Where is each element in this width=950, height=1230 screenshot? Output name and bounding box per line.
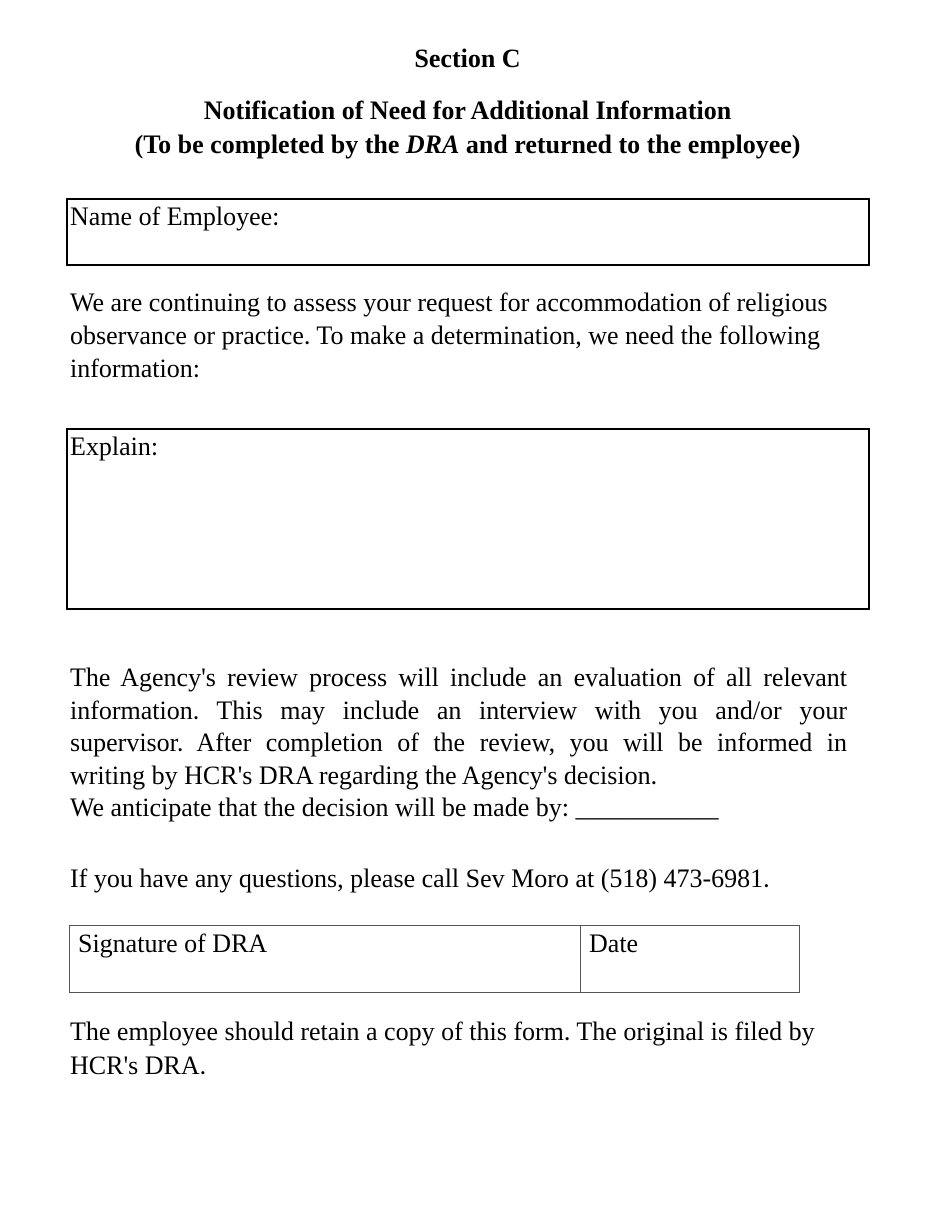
form-title bbox=[0, 94, 935, 162]
intro-paragraph: We are continuing to assess your request for accommodation of religious observance or practice. To make a determination, we need the following information: bbox=[70, 288, 828, 383]
closing-paragraph: The employee should retain a copy of this form. The original is filed by HCR's DRA. bbox=[70, 1017, 815, 1080]
employee-name-label: Name of Employee: bbox=[70, 202, 280, 231]
form-title-line-1: Notification of Need for Additional Information bbox=[203, 96, 732, 125]
signature-table bbox=[69, 925, 800, 993]
anticipated-decision-line: We anticipate that the decision will be made by: ___________ bbox=[70, 793, 719, 822]
dra-signature-field[interactable] bbox=[70, 926, 581, 992]
explain-field[interactable] bbox=[66, 428, 870, 610]
title-prefix: (To be completed by the bbox=[134, 130, 406, 159]
title-dra: DRA bbox=[405, 130, 460, 159]
dra-signature-label: Signature of DRA bbox=[78, 929, 268, 958]
employee-name-field[interactable] bbox=[66, 198, 870, 266]
contact-line: If you have any questions, please call Sev Moro at (518) 473-6981. bbox=[70, 864, 770, 893]
date-field[interactable] bbox=[581, 926, 799, 992]
explain-label: Explain: bbox=[70, 432, 159, 461]
title-suffix: and returned to the employee) bbox=[459, 130, 801, 159]
section-heading: Section C bbox=[414, 44, 521, 73]
date-label: Date bbox=[589, 929, 639, 958]
review-paragraph: The Agency's review process will include an evaluation of all relevant information. This may include an interview with you and/or your supervisor. After completion of the review, you will be informed in writing by HCR's DRA regarding the Agency's decision. bbox=[70, 663, 847, 790]
form-title-line-2 bbox=[0, 128, 935, 162]
